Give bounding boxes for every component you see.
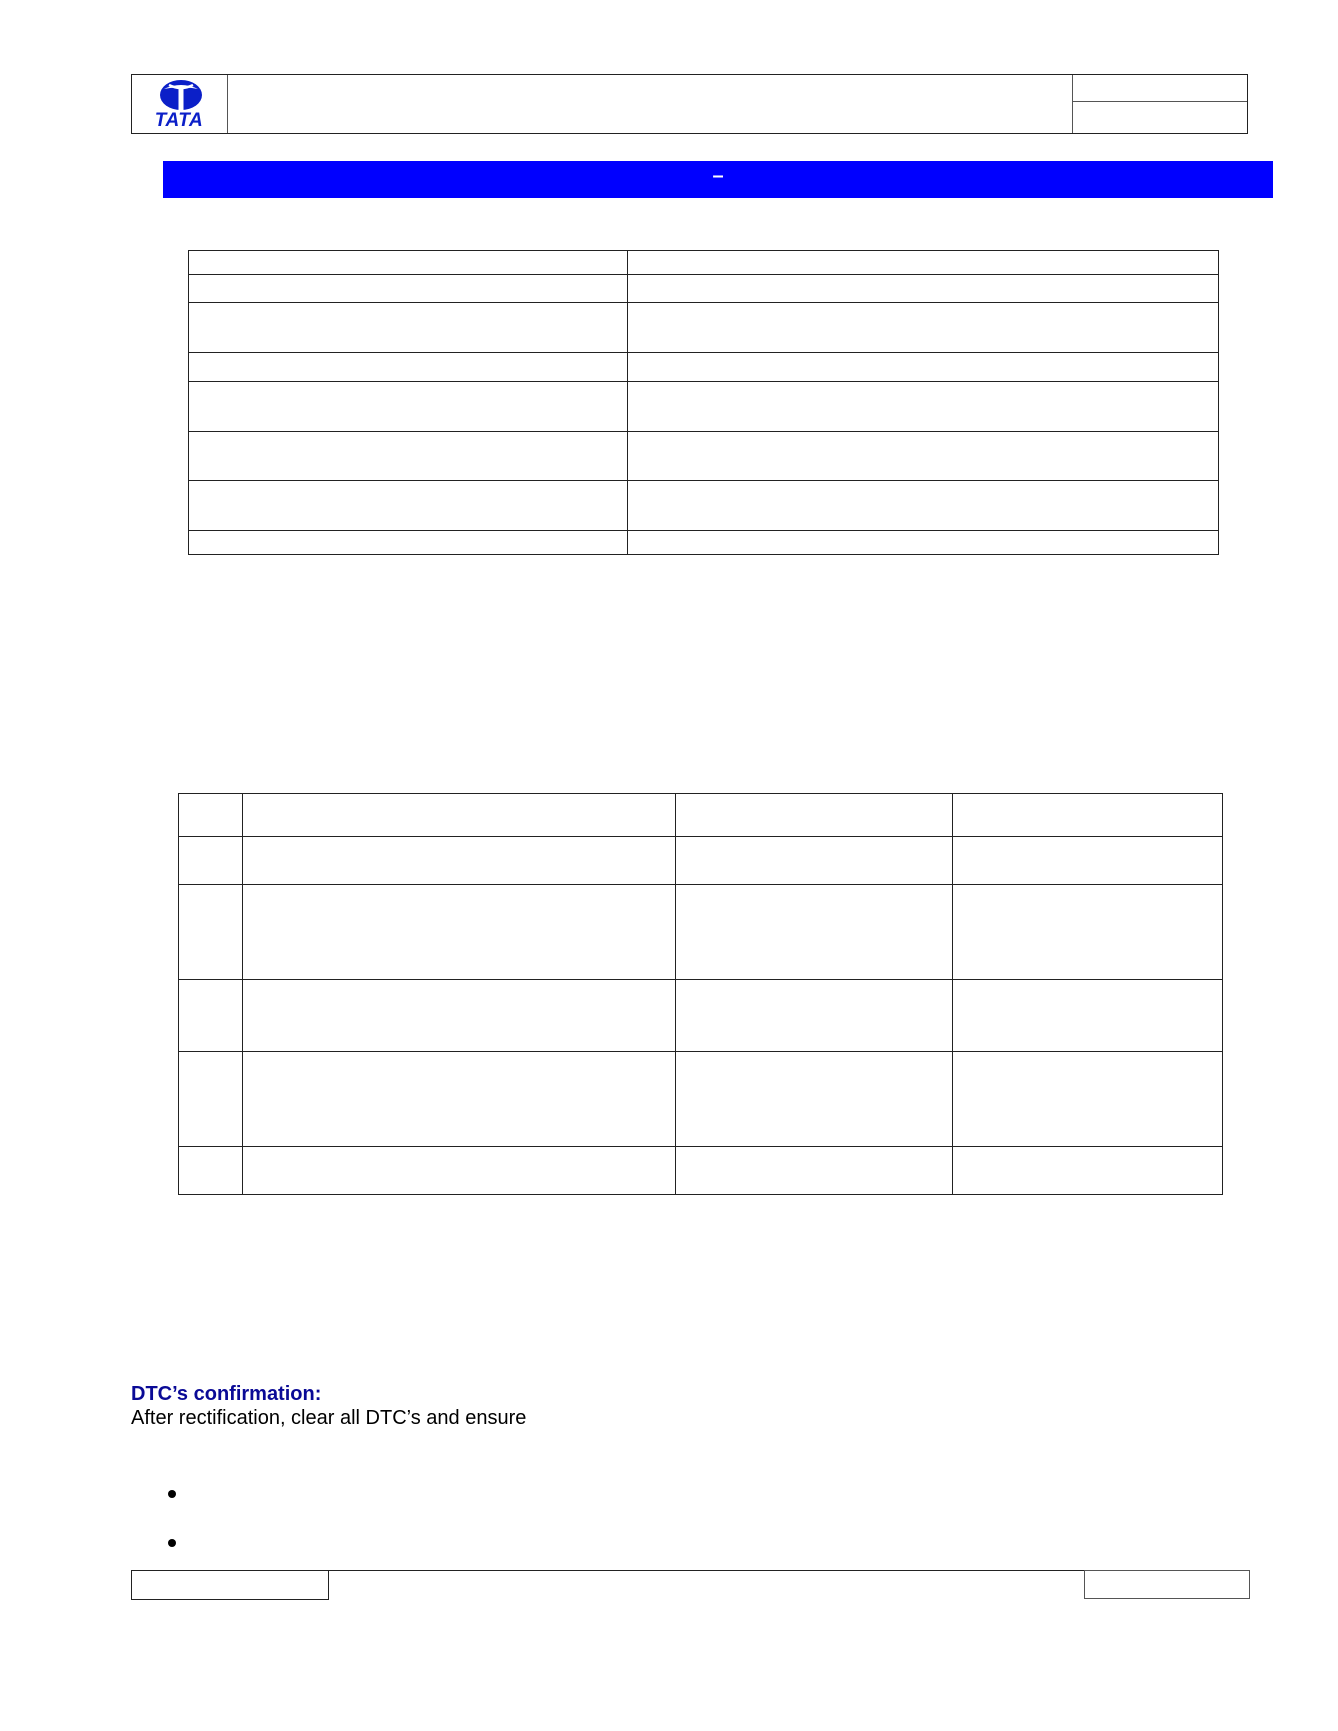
table-row [189,481,1219,531]
table-cell [676,885,953,980]
table-cell [628,353,1219,382]
table-cell [628,251,1219,275]
table-cell [243,1147,676,1195]
banner-text: – [712,165,724,187]
table-cell [179,794,243,837]
table-row [189,531,1219,555]
table-cell [628,303,1219,353]
diagnostic-steps-table [178,793,1223,1195]
logo-text: TATA [154,110,204,131]
table-cell [189,481,628,531]
table-row [189,353,1219,382]
specification-table [188,250,1219,555]
table-cell [179,1147,243,1195]
table-cell [676,1052,953,1147]
table-cell [179,980,243,1052]
table-cell [953,837,1223,885]
header-info-divider [1073,101,1247,102]
table-cell [676,837,953,885]
table-cell [628,382,1219,432]
table-cell [676,794,953,837]
table-cell [189,432,628,481]
bullet-icon [168,1539,176,1547]
document-header [131,74,1248,134]
logo-cell [132,75,228,133]
table-row [179,980,1223,1052]
table-cell [676,1147,953,1195]
table-row [179,1147,1223,1195]
table-cell [189,531,628,555]
table-cell [179,885,243,980]
table-row [179,1052,1223,1147]
bullet-icon [168,1490,176,1498]
title-banner [163,161,1273,198]
table-cell [628,432,1219,481]
table-cell [179,837,243,885]
table-row [179,885,1223,980]
table-cell [628,531,1219,555]
table-cell [189,251,628,275]
footer-divider [329,1570,1085,1571]
table-cell [243,794,676,837]
table-cell [189,353,628,382]
tata-logo-icon [159,79,203,111]
table-cell [243,980,676,1052]
dtc-confirmation-text: After rectification, clear all DTC’s and ensure [131,1407,527,1429]
table-cell [179,1052,243,1147]
dtc-confirmation-heading: DTC’s confirmation: [131,1383,322,1405]
table-cell [628,481,1219,531]
table-cell [953,794,1223,837]
table-row [189,303,1219,353]
footer-left-box [131,1570,329,1600]
footer-right-box [1084,1570,1250,1599]
table-header-row [179,794,1223,837]
table-row [189,432,1219,481]
header-info-cell [1072,75,1247,133]
table-cell [676,980,953,1052]
table-cell [189,275,628,303]
table-cell [953,980,1223,1052]
table-cell [628,275,1219,303]
table-row [189,251,1219,275]
table-cell [189,303,628,353]
table-cell [953,1147,1223,1195]
table-cell [243,837,676,885]
table-cell [243,885,676,980]
table-row [189,382,1219,432]
table-row [189,275,1219,303]
table-cell [243,1052,676,1147]
table-row [179,837,1223,885]
table-cell [953,1052,1223,1147]
table-cell [189,382,628,432]
table-cell [953,885,1223,980]
